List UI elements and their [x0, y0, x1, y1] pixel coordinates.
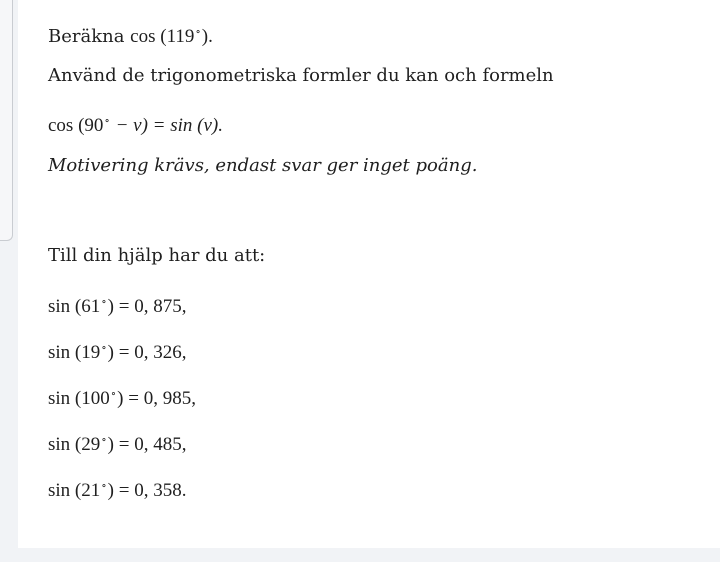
hint-item: [48, 336, 186, 365]
hint-rest: ) = 0, 326,: [107, 342, 187, 363]
degree-symbol: ∘: [101, 480, 107, 492]
hint-item: [48, 290, 186, 319]
hint-fn: sin (29: [48, 434, 101, 455]
hint-fn: sin (21: [48, 480, 101, 501]
hints-title: Till din hjälp har du att:: [48, 245, 266, 266]
task-math: cos (119: [130, 26, 195, 47]
hint-item: [48, 474, 186, 503]
hint-rest: ) = 0, 985,: [117, 388, 196, 409]
formula-line: [48, 109, 223, 138]
task-suffix: ).: [201, 26, 213, 47]
hint-item: [48, 382, 196, 411]
motivation-note: Motivering krävs, endast svar ger inget poäng.: [48, 155, 478, 176]
hint-item: [48, 428, 186, 457]
degree-symbol: ∘: [110, 388, 117, 400]
degree-symbol: ∘: [101, 296, 107, 308]
hint-rest: ) = 0, 875,: [107, 296, 187, 317]
degree-symbol: ∘: [101, 342, 107, 354]
degree-symbol: ∘: [195, 26, 201, 38]
hint-fn: sin (19: [48, 342, 101, 363]
hint-fn: sin (100: [48, 388, 110, 409]
degree-symbol: ∘: [104, 115, 110, 127]
task-prefix: Beräkna: [48, 26, 131, 47]
formula-left: cos (90: [48, 115, 104, 136]
bottom-gutter: [0, 548, 720, 562]
instruction-line: Använd de trigonometriska formler du kan och formeln: [48, 65, 554, 86]
degree-symbol: ∘: [101, 434, 107, 446]
task-line: [48, 20, 213, 49]
formula-mid: − v) = sin (v).: [110, 115, 223, 136]
hint-rest: ) = 0, 485,: [107, 434, 187, 455]
hint-fn: sin (61: [48, 296, 101, 317]
hint-rest: ) = 0, 358.: [107, 480, 187, 501]
